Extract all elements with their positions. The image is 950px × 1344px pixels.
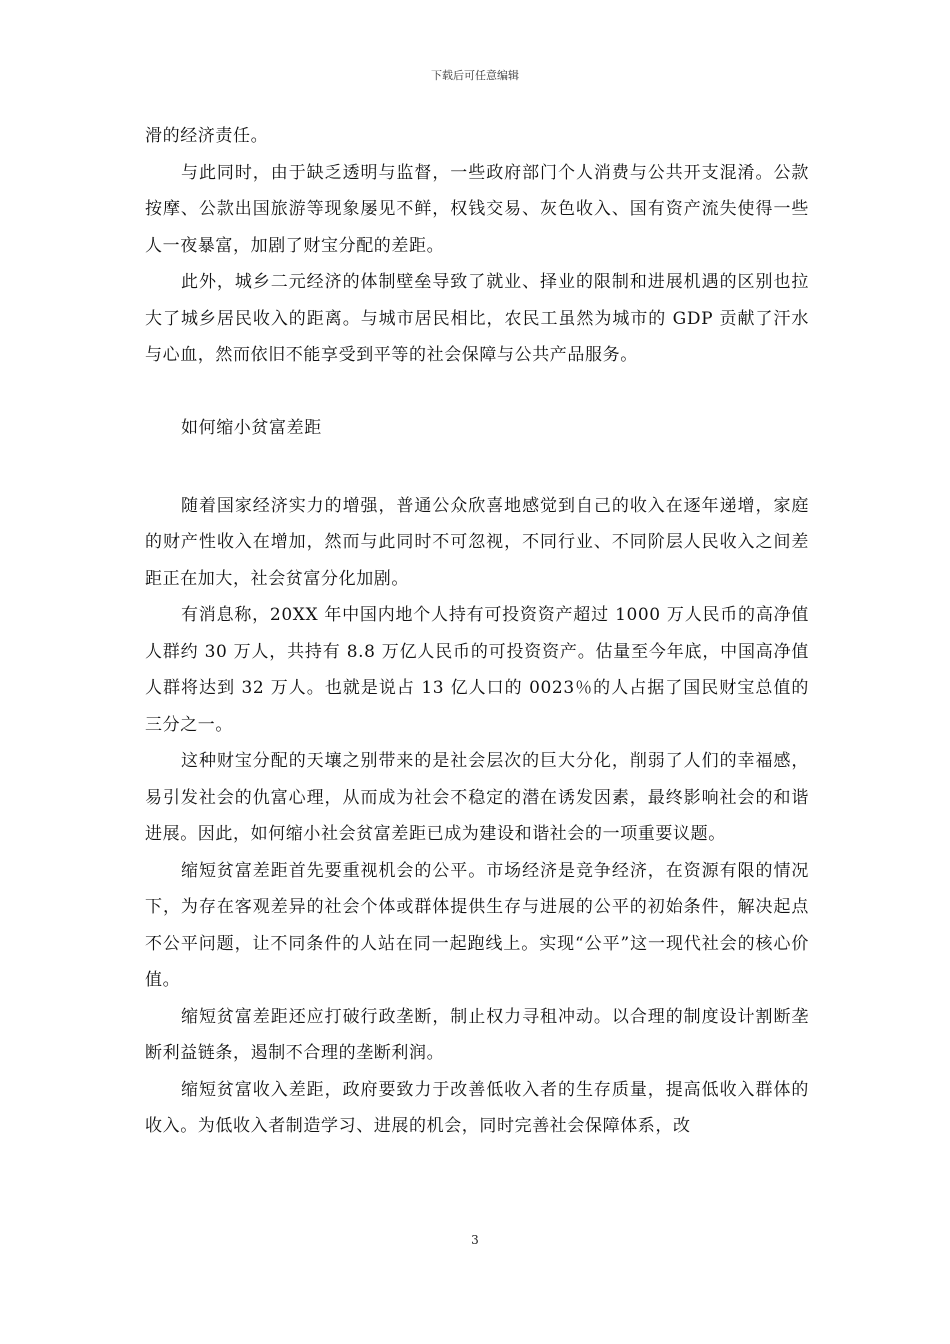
paragraph-income-gap: 随着国家经济实力的增强，普通公众欣喜地感觉到自己的收入在逐年递增，家庭的财产性收入在增加，然而与此同时不可忽视，不同行业、不同阶层人民收入之间差距正在加大，社会贫富分化加剧。 [145,495,809,589]
blank-line [145,374,809,411]
paragraph-transparency: 与此同时，由于缺乏透明与监督，一些政府部门个人消费与公共开支混淆。公款按摩、公款出国旅游等现象屡见不鲜，权钱交易、灰色收入、国有资产流失使得一些人一夜暴富，加剧了财宝分配的差距。 [145,162,809,256]
blank-line [145,447,809,488]
document-body [145,118,809,1145]
paragraph-monopoly: 缩短贫富差距还应打破行政垄断，制止权力寻租冲动。以合理的制度设计割断垄断利益链条，遏制不合理的垄断利润。 [145,1006,809,1063]
paragraph-social-effects: 这种财宝分配的天壤之别带来的是社会层次的巨大分化，削弱了人们的幸福感，易引发社会的仇富心理，从而成为社会不稳定的潜在诱发因素，最终影响社会的和谐进展。因此，如何缩小社会贫富差距已成为建设和谐社会的一项重要议题。 [145,751,809,844]
page-number: 3 [471,1233,479,1247]
section-heading: 如何缩小贫富差距 [181,418,322,438]
paragraph-low-income: 缩短贫富收入差距，政府要致力于改善低收入者的生存质量，提高低收入群体的收入。为低收入者制造学习、进展的机会，同时完善社会保障体系，改 [145,1079,809,1136]
paragraph-fair-opportunity: 缩短贫富差距首先要重视机会的公平。市场经济是竞争经济，在资源有限的情况下，为存在客观差异的社会个体或群体提供生存与进展的公平的初始条件，解决起点不公平问题，让不同条件的人站在同一起跑线上。实现“公平”这一现代社会的核心价值。 [145,860,809,990]
paragraph-statistics: 有消息称，20XX 年中国内地个人持有可投资资产超过 1000 万人民币的高净值人群约 30 万人，共持有 8.8 万亿人民币的可投资资产。估量至今年底，中国高净值人群将达到 32 万人。也就是说占 13 亿人口的 0023％的人占据了国民财宝总值的三分之一。 [145,605,809,735]
page-header: 下载后可任意编辑 [431,69,519,82]
paragraph-urban-rural: 此外，城乡二元经济的体制壁垒导致了就业、择业的限制和进展机遇的区别也拉大了城乡居民收入的距离。与城市居民相比，农民工虽然为城市的 GDP 贡献了汗水与心血，然而依旧不能享受到平等的社会保障与公共产品服务。 [145,272,809,365]
paragraph-continuation: 滑的经济责任。 [145,126,269,146]
